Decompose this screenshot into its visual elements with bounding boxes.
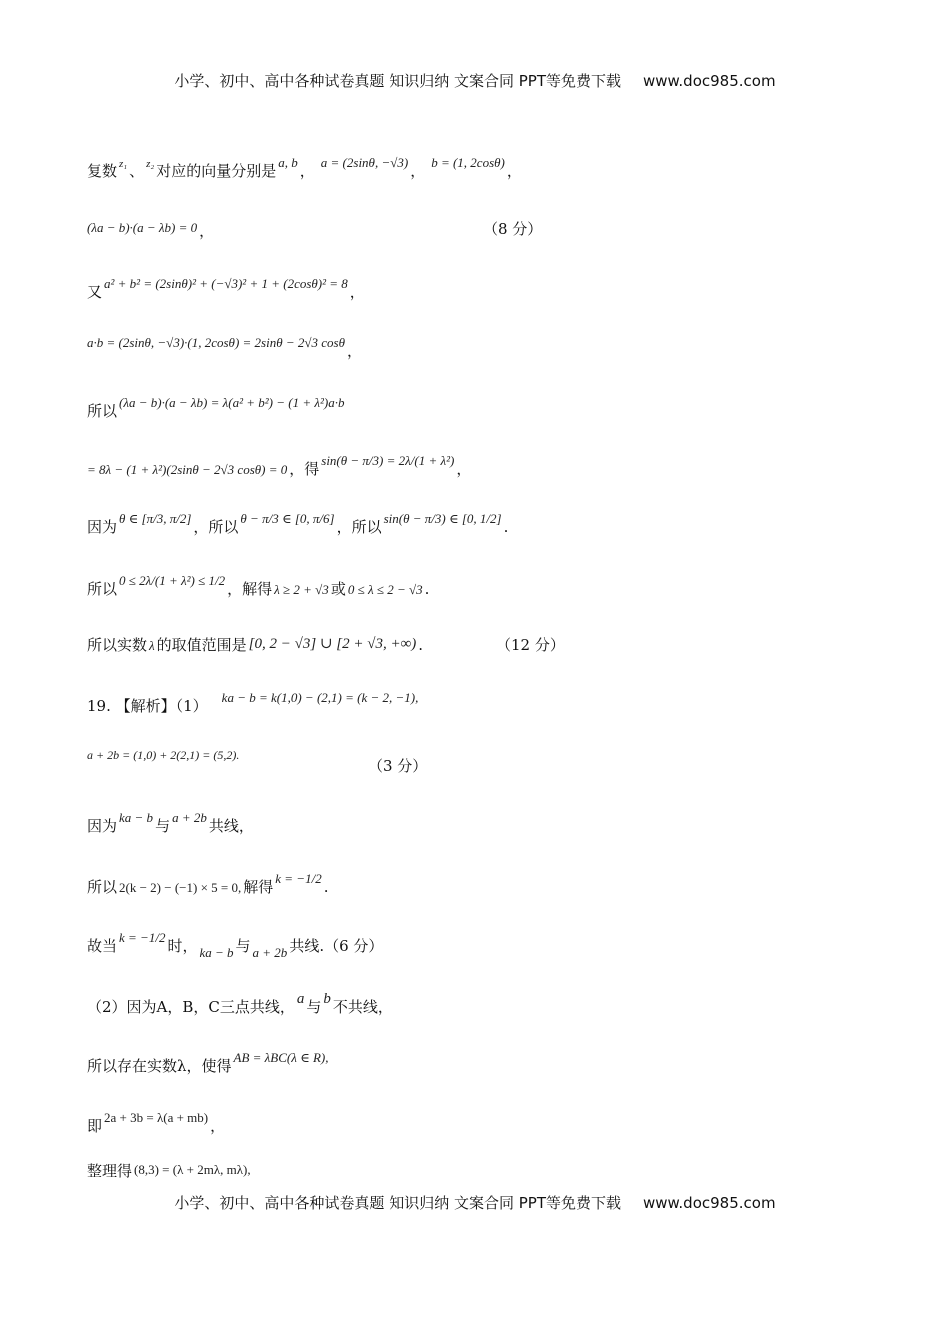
header-text: 小学、初中、高中各种试卷真题 知识归纳 文案合同 PPT等免费下载 xyxy=(174,72,621,90)
text: 所以 xyxy=(87,580,118,598)
math-equation: (8,3) = (λ + 2mλ, mλ), xyxy=(134,1162,251,1177)
math-a: a xyxy=(296,991,305,1007)
math-vector-b: b = (1, 2cosθ) xyxy=(431,155,505,170)
math-equation: ka − b = k(1,0) − (2,1) = (k − 2, −1), xyxy=(221,690,419,705)
math-equation: [0, 2 − √3] ∪ [2 + √3, +∞) xyxy=(248,636,417,652)
score-12: （12 分） xyxy=(496,636,565,654)
math-equation: AB = λBC(λ ∈ R), xyxy=(233,1050,329,1065)
text: 或 xyxy=(330,580,346,598)
math-b: b xyxy=(323,991,331,1007)
math-equation: a + 2b xyxy=(252,945,288,960)
math-equation: sin(θ − π/3) = 2λ/(1 + λ²) xyxy=(321,453,455,468)
text: ，得 xyxy=(289,460,320,478)
line-part2-collinear xyxy=(87,991,393,1017)
math-z2: z₂ xyxy=(146,158,155,170)
text: 所以实数 xyxy=(87,636,148,654)
line-vector-eq xyxy=(87,1110,226,1136)
text: 、 xyxy=(129,162,145,180)
line-dot-zero xyxy=(87,220,214,241)
text: （2）因为A，B，C三点共线， xyxy=(87,998,295,1016)
text: 所以 xyxy=(87,402,118,420)
line-arrange xyxy=(87,1160,253,1181)
text: 故当 xyxy=(87,937,118,955)
text: 与 xyxy=(235,937,251,955)
line-sum-squares xyxy=(87,276,365,302)
math-equation: ka − b xyxy=(199,945,234,960)
footer-site: www.doc985.com xyxy=(642,1194,776,1212)
line-collinear xyxy=(87,810,254,836)
math-equation: k = −1/2 xyxy=(119,930,166,945)
text: ，解得 xyxy=(227,580,273,598)
line-theta-range xyxy=(87,511,509,537)
line-lambda-range xyxy=(87,634,423,655)
math-equation: (λa − b)·(a − λb) = λ(a² + b²) − (1 + λ²)a·b xyxy=(119,395,345,410)
line-expand xyxy=(87,395,347,421)
score-3: （3 分） xyxy=(368,757,428,775)
text: 的取值范围是 xyxy=(156,636,247,654)
math-ab: a, b xyxy=(278,155,298,170)
text: 与 xyxy=(155,817,171,835)
text: 因为 xyxy=(87,518,118,536)
text: 复数 xyxy=(87,162,118,180)
line-exists-lambda xyxy=(87,1050,331,1076)
text: ， xyxy=(346,342,362,360)
math-equation: ka − b xyxy=(119,810,154,825)
text: 共线.（6 分） xyxy=(289,937,384,955)
math-equation: a·b = (2sinθ, −√3)·(1, 2cosθ) = 2sinθ − 2√3 cosθ xyxy=(87,335,345,350)
text: ， xyxy=(410,162,426,180)
math-equation: a + 2b = (1,0) + 2(2,1) = (5,2). xyxy=(87,748,240,762)
header-site: www.doc985.com xyxy=(642,72,776,90)
line-sin-equation xyxy=(87,453,472,479)
text: 不共线， xyxy=(332,998,393,1016)
text: . xyxy=(424,580,430,598)
text: 19. 【解析】（1） xyxy=(87,697,208,715)
text: 共线， xyxy=(208,817,254,835)
math-equation: θ ∈ [π/3, π/2] xyxy=(119,511,192,526)
line-lambda-solve xyxy=(87,573,430,599)
text: ， xyxy=(299,162,315,180)
score-8: （8 分） xyxy=(483,220,543,238)
text: 因为 xyxy=(87,817,118,835)
math-z1: z₁ xyxy=(119,158,128,170)
text: 即 xyxy=(87,1117,103,1135)
text: 所以 xyxy=(87,878,118,896)
text: 又 xyxy=(87,283,103,301)
math-equation: = 8λ − (1 + λ²)(2sinθ − 2√3 cosθ) = 0 xyxy=(87,462,288,477)
text: 时， xyxy=(167,937,198,955)
math-equation: (λa − b)·(a − λb) = 0 xyxy=(87,220,198,235)
line-dot-product xyxy=(87,335,362,361)
text: ， xyxy=(199,222,215,240)
math-equation: a + 2b xyxy=(172,810,207,825)
text: ， xyxy=(506,162,522,180)
text: ，所以 xyxy=(193,518,239,536)
page-header xyxy=(0,70,950,91)
math-equation: 2(k − 2) − (−1) × 5 = 0, xyxy=(119,880,242,895)
line-q19-part1 xyxy=(87,690,420,716)
math-equation: 0 ≤ λ ≤ 2 − √3 xyxy=(347,582,423,597)
math-equation: sin(θ − π/3) ∈ [0, 1/2] xyxy=(383,511,502,526)
math-lambda: λ xyxy=(149,638,155,653)
math-equation: λ ≥ 2 + √3 xyxy=(274,582,329,597)
text: 对应的向量分别是 xyxy=(156,162,277,180)
text: 解得 xyxy=(243,878,274,896)
page-footer xyxy=(0,1192,950,1213)
text: 所以存在实数λ，使得 xyxy=(87,1057,232,1075)
math-equation: k = −1/2 xyxy=(275,871,322,886)
text: 与 xyxy=(306,998,322,1016)
math-equation: 2a + 3b = λ(a + mb) xyxy=(104,1110,209,1125)
math-equation: θ − π/3 ∈ [0, π/6] xyxy=(240,511,335,526)
text: . xyxy=(418,636,424,654)
line-solve-k xyxy=(87,871,329,897)
footer-text: 小学、初中、高中各种试卷真题 知识归纳 文案合同 PPT等免费下载 xyxy=(174,1194,621,1212)
math-equation: a² + b² = (2sinθ)² + (−√3)² + 1 + (2cosθ)² = 8 xyxy=(104,276,348,291)
math-vector-a: a = (2sinθ, −√3) xyxy=(320,155,409,170)
text: 整理得 xyxy=(87,1162,133,1180)
text: . xyxy=(323,878,329,896)
line-vectors xyxy=(87,155,522,181)
text: . xyxy=(503,518,509,536)
line-conclusion-k xyxy=(87,930,384,960)
text: ， xyxy=(456,460,472,478)
text: ， xyxy=(349,283,365,301)
math-equation: 0 ≤ 2λ/(1 + λ²) ≤ 1/2 xyxy=(119,573,226,588)
text: ， xyxy=(210,1117,226,1135)
text: ，所以 xyxy=(336,518,382,536)
line-a-plus-2b xyxy=(87,745,241,763)
